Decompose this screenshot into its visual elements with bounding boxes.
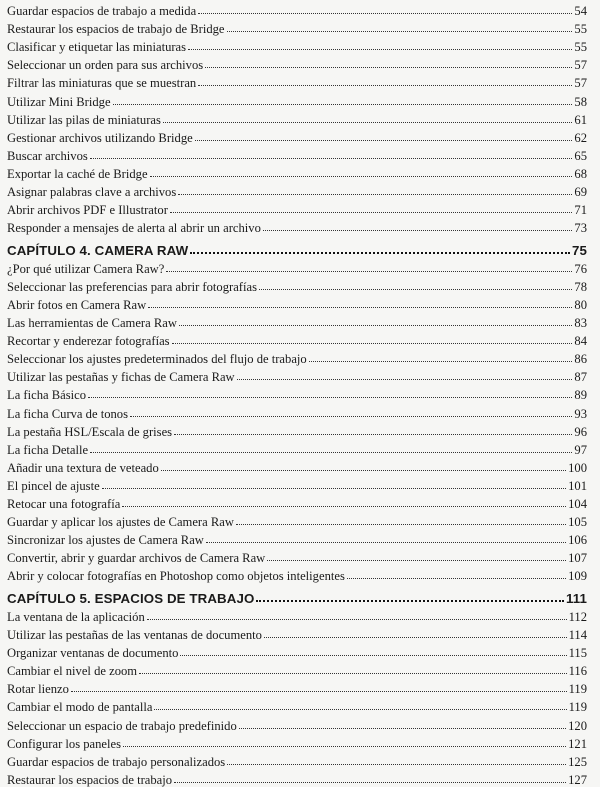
toc-entry-title: Exportar la caché de Bridge [7,166,148,181]
toc-entry-title: Seleccionar los ajustes predeterminados del flujo de trabajo [7,352,307,367]
toc-entry[interactable] [7,439,587,457]
page-number: 75 [572,242,587,258]
page-number: 127 [568,772,587,787]
page-number: 76 [574,261,587,276]
toc-entry[interactable] [7,457,587,475]
dot-leader [150,176,573,177]
dot-leader [264,637,567,638]
dot-leader [113,104,573,105]
toc-entry[interactable] [7,624,587,642]
page-number: 71 [574,203,587,218]
toc-entry[interactable] [7,642,587,660]
toc-entry[interactable] [7,312,587,330]
page-number: 96 [574,424,587,439]
toc-entry[interactable] [7,145,587,163]
toc-entry[interactable] [7,258,587,276]
toc-entry[interactable] [7,109,587,127]
toc-entry[interactable] [7,493,587,511]
page-number: 89 [574,388,587,403]
toc-entry[interactable] [7,565,587,583]
dot-leader [198,13,572,14]
toc-entry-title: La ficha Básico [7,388,87,403]
dot-leader [267,560,566,561]
dot-leader [205,67,572,68]
page-number: 116 [568,664,587,679]
page-number: 119 [568,700,587,715]
toc-entry-title: Utilizar las pestañas de las ventanas de documento [7,628,262,643]
toc-entry[interactable] [7,199,587,217]
page-number: 83 [574,316,587,331]
toc-entry-title: Guardar espacios de trabajo personalizados [7,754,226,769]
dot-leader [163,122,573,123]
dot-leader [166,271,572,272]
dot-leader [172,343,573,344]
page-number: 55 [574,40,587,55]
page-number: 120 [568,718,587,733]
page-number: 87 [574,370,587,385]
toc-entry-title: Seleccionar las preferencias para abrir fotografías [7,279,257,294]
dot-leader [174,782,566,783]
page-number: 119 [568,682,587,697]
dot-leader [122,506,566,507]
dot-leader [259,289,572,290]
dot-leader [347,578,566,579]
dot-leader [195,140,573,141]
page-number: 65 [574,148,587,163]
page-number: 106 [568,533,587,548]
toc-entry[interactable] [7,18,587,36]
toc-entry-title: Abrir archivos PDF e Illustrator [7,203,168,218]
toc-entry-title: Retocar una fotografía [7,497,121,512]
dot-leader [190,252,570,254]
dot-leader [180,655,566,656]
toc-entry-title: Buscar archivos [7,148,88,163]
dot-leader [154,709,566,710]
toc-entry-title: Seleccionar un orden para sus archivos [7,58,204,73]
toc-entry-title: Abrir y colocar fotografías en Photoshop como objetos inteligentes [7,569,345,584]
dot-leader [227,31,573,32]
toc-entry-title: Las herramientas de Camera Raw [7,316,177,331]
dot-leader [88,397,572,398]
toc-entry[interactable] [7,54,587,72]
dot-leader [198,85,572,86]
toc-entry-title: Restaurar los espacios de trabajo [7,772,173,787]
toc-entry[interactable] [7,529,587,547]
toc-entry[interactable] [7,0,587,18]
dot-leader [102,488,566,489]
page-number: 68 [574,166,587,181]
toc-entry[interactable] [7,72,587,90]
toc-entry-title: Seleccionar un espacio de trabajo predefinido [7,718,237,733]
toc-entry-title: Guardar espacios de trabajo a medida [7,4,197,19]
toc-entry-title: Convertir, abrir y guardar archivos de Camera Raw [7,551,266,566]
toc-entry-title: Filtrar las miniaturas que se muestran [7,76,197,91]
toc-entry-title: Utilizar las pilas de miniaturas [7,112,161,127]
page-number: 73 [574,221,587,236]
toc-entry-title: Configurar los paneles [7,736,122,751]
toc-entry-title: La ventana de la aplicación [7,610,145,624]
toc-entry-title: La ficha Curva de tonos [7,406,128,421]
page-number: 107 [568,551,587,566]
page-number: 97 [574,442,587,457]
toc-entry[interactable] [7,678,587,696]
dot-leader [309,361,573,362]
dot-leader [148,307,572,308]
toc-entry[interactable] [7,163,587,181]
dot-leader [139,673,566,674]
toc-entry[interactable] [7,366,587,384]
page-number: 69 [574,185,587,200]
page-number: 57 [574,76,587,91]
page-number: 54 [574,4,587,19]
toc-entry[interactable] [7,606,587,624]
page-number: 80 [574,298,587,312]
toc-entry[interactable] [7,547,587,565]
dot-leader [239,728,566,729]
page-number: 111 [565,590,587,606]
dot-leader [237,379,573,380]
dot-leader [178,194,572,195]
page-number: 101 [568,478,587,493]
dot-leader [174,434,572,435]
toc-entry[interactable] [7,421,587,439]
toc-entry-title: Añadir una textura de veteado [7,460,159,475]
page-number: 86 [574,352,587,367]
toc-entry[interactable] [7,696,587,714]
dot-leader [130,416,572,417]
page-number: 57 [574,58,587,73]
toc-entry-title: Sincronizar los ajustes de Camera Raw [7,533,204,548]
page-number: 58 [574,94,587,109]
dot-leader [90,158,573,159]
page-number: 125 [568,754,587,769]
toc-entry-title: Abrir fotos en Camera Raw [7,298,147,312]
toc-entry[interactable] [7,294,587,312]
toc-entry[interactable] [7,402,587,420]
toc-entry[interactable] [7,36,587,54]
dot-leader [179,325,572,326]
table-of-contents [7,0,587,787]
toc-entry-title: Responder a mensajes de alerta al abrir un archivo [7,221,261,236]
toc-entry[interactable] [7,217,587,235]
page-number: 93 [574,406,587,421]
page-number: 84 [574,334,587,349]
toc-entry[interactable] [7,127,587,145]
dot-leader [206,542,566,543]
page-number: 104 [568,497,587,512]
page-number: 61 [574,112,587,127]
toc-entry-title: Utilizar las pestañas y fichas de Camera Raw [7,370,235,385]
toc-entry-title: Gestionar archivos utilizando Bridge [7,130,193,145]
toc-entry-title: Guardar y aplicar los ajustes de Camera Raw [7,515,234,530]
dot-leader [71,691,567,692]
page-number: 109 [568,569,587,584]
toc-entry-title: El pincel de ajuste [7,478,100,493]
dot-leader [123,746,566,747]
toc-entry[interactable] [7,475,587,493]
page-number: 78 [574,279,587,294]
page-number: 115 [568,646,587,661]
toc-entry-title: La pestaña HSL/Escala de grises [7,424,173,439]
dot-leader [263,230,573,231]
dot-leader [147,619,567,620]
toc-entry[interactable] [7,90,587,108]
page-number: 121 [568,736,587,751]
chapter-title: CAPÍTULO 4. CAMERA RAW [7,242,189,258]
toc-entry[interactable] [7,276,587,294]
dot-leader [236,524,566,525]
chapter-heading[interactable] [7,235,587,258]
page-number: 100 [568,460,587,475]
chapter-title: CAPÍTULO 5. ESPACIOS DE TRABAJO [7,590,255,606]
dot-leader [90,452,572,453]
chapter-heading[interactable] [7,583,587,606]
dot-leader [256,600,564,602]
page-number: 62 [574,130,587,145]
toc-entry-title: Rotar lienzo [7,682,69,697]
toc-entry[interactable] [7,348,587,366]
toc-entry[interactable] [7,769,587,787]
page-number: 105 [568,515,587,530]
dot-leader [161,470,566,471]
toc-entry[interactable] [7,714,587,732]
toc-entry-title: Clasificar y etiquetar las miniaturas [7,40,187,55]
toc-entry[interactable] [7,181,587,199]
toc-entry[interactable] [7,733,587,751]
page-number: 114 [568,628,587,643]
toc-entry-title: Recortar y enderezar fotografías [7,334,170,349]
page-number: 55 [574,22,587,37]
toc-entry[interactable] [7,330,587,348]
toc-entry-title: Organizar ventanas de documento [7,646,179,661]
toc-entry[interactable] [7,384,587,402]
page-number: 112 [568,610,587,624]
toc-entry-title: Utilizar Mini Bridge [7,94,111,109]
toc-entry-title: Restaurar los espacios de trabajo de Bridge [7,22,225,37]
toc-entry-title: Asignar palabras clave a archivos [7,185,177,200]
toc-entry[interactable] [7,751,587,769]
toc-entry-title: Cambiar el modo de pantalla [7,700,153,715]
dot-leader [188,49,572,50]
dot-leader [170,212,573,213]
toc-entry[interactable] [7,660,587,678]
toc-entry[interactable] [7,511,587,529]
toc-entry-title: La ficha Detalle [7,442,89,457]
toc-entry-title: Cambiar el nivel de zoom [7,664,138,679]
toc-entry-title: ¿Por qué utilizar Camera Raw? [7,261,165,276]
